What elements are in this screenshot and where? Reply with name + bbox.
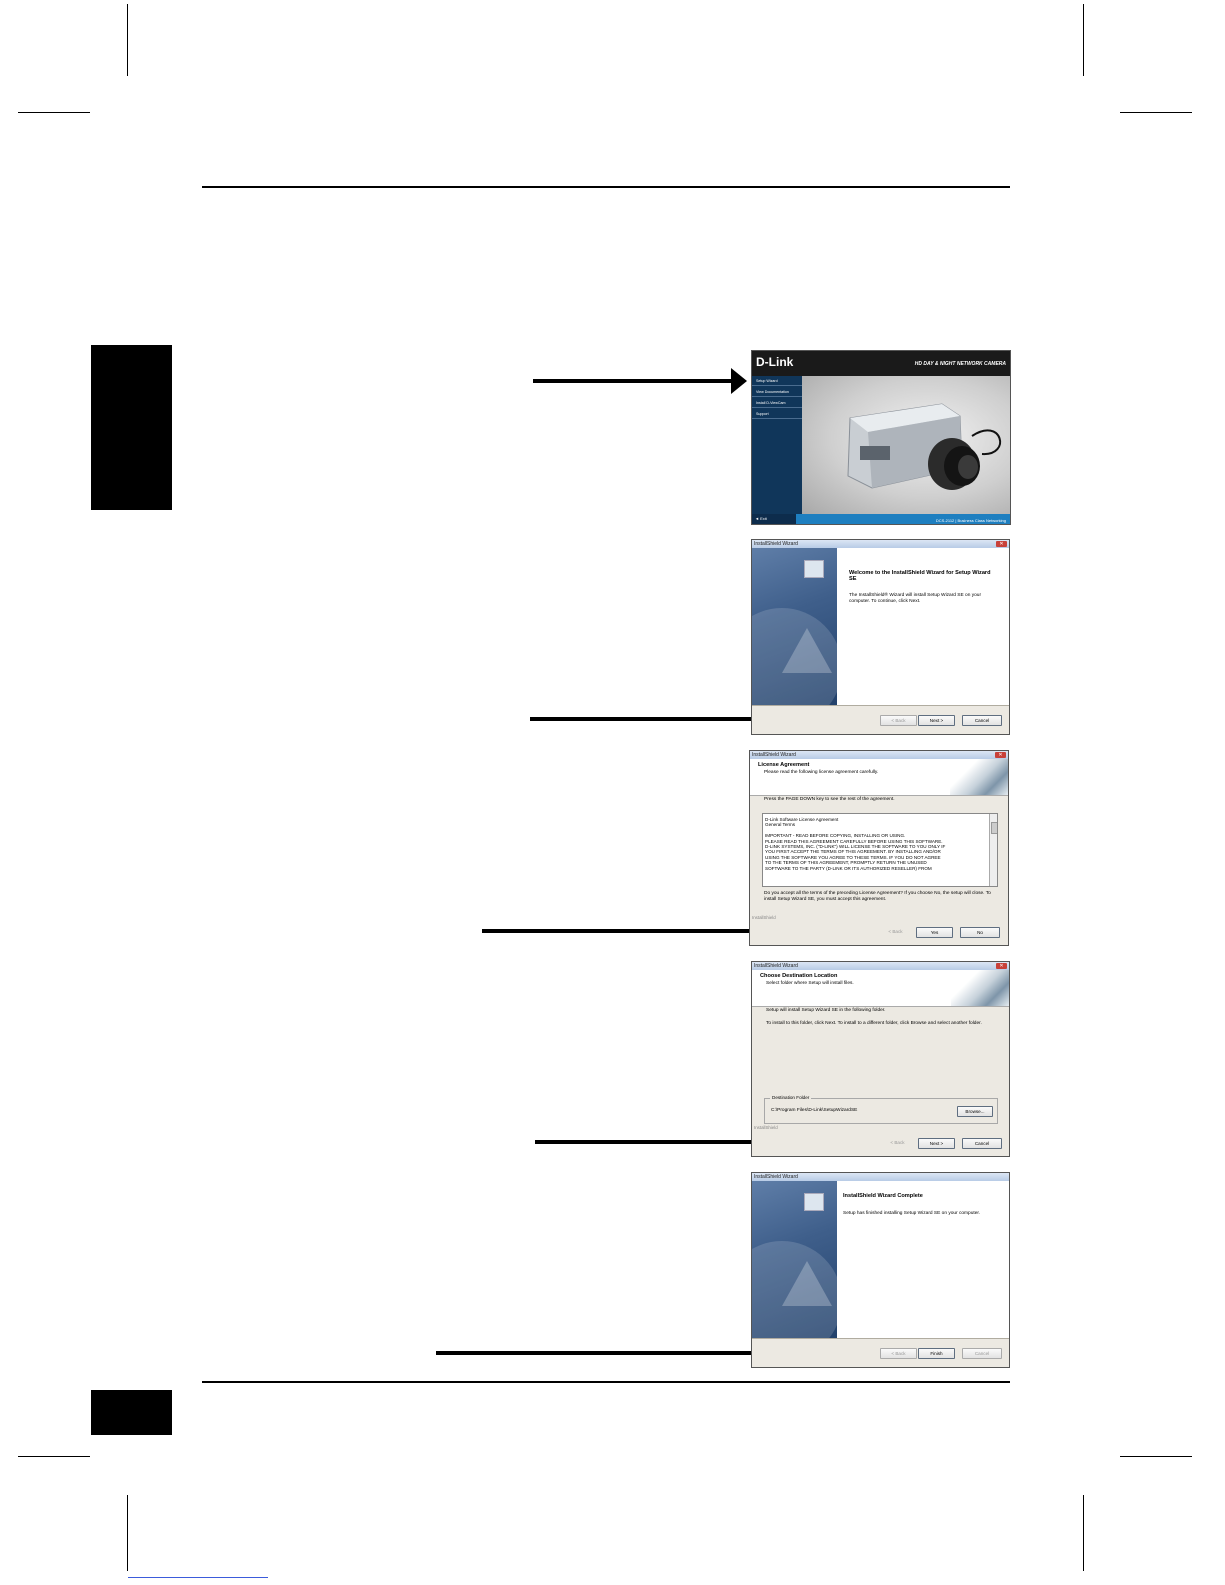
close-icon[interactable]: ✕ <box>995 752 1006 758</box>
installshield-label: InstallShield <box>752 915 776 920</box>
back-button[interactable]: < Back <box>880 715 917 726</box>
destination-heading: Choose Destination Location <box>760 973 838 979</box>
crop-mark <box>1083 4 1084 76</box>
crop-mark <box>18 112 90 113</box>
no-button[interactable]: No <box>960 927 1000 938</box>
welcome-body: The InstallShield® Wizard will install Setup Wizard SE on your computer. To continue, click Next. <box>849 593 982 604</box>
destination-line1: Setup will install Setup Wizard SE in the following folder. <box>766 1008 886 1013</box>
back-button[interactable]: < Back <box>888 929 903 934</box>
crop-mark <box>1120 1456 1192 1457</box>
menu-install-dviewcam[interactable]: Install D-ViewCam <box>752 398 802 408</box>
destination-line2: To install to this folder, click Next. To install to a different folder, click Browse and select another folder. <box>766 1021 982 1026</box>
arrow-pointer <box>533 379 733 383</box>
complete-body: Setup has finished installing Setup Wizard SE on your computer. <box>843 1211 981 1216</box>
license-heading: License Agreement <box>758 762 810 768</box>
installer-icon <box>804 560 824 578</box>
autorun-footer-bar <box>752 514 1010 524</box>
destination-path: C:\Program Files\D-Link\SetupWizardSE <box>771 1108 858 1113</box>
crop-mark <box>127 4 128 76</box>
button-bar <box>752 1338 1009 1367</box>
crop-mark <box>18 1456 90 1457</box>
autorun-header <box>752 351 1010 376</box>
window-title: InstallShield Wizard <box>752 962 1009 970</box>
scrollbar[interactable] <box>989 814 997 886</box>
complete-window <box>751 1172 1010 1368</box>
license-window <box>749 750 1009 946</box>
welcome-heading: Welcome to the InstallShield Wizard for Setup Wizard SE <box>849 570 991 582</box>
next-button[interactable]: Next > <box>918 715 955 726</box>
menu-setup-wizard[interactable]: Setup Wizard <box>752 376 802 386</box>
link-underline <box>128 1577 268 1578</box>
yes-button[interactable]: Yes <box>916 927 953 938</box>
crop-mark <box>127 1495 128 1571</box>
menu-view-documentation[interactable]: View Documentation <box>752 387 802 397</box>
page-curl-graphic <box>951 970 1009 1006</box>
wizard-side-graphic <box>752 548 837 706</box>
button-bar <box>752 705 1009 734</box>
side-tab <box>91 345 172 510</box>
welcome-window <box>751 539 1010 735</box>
cancel-button[interactable]: Cancel <box>962 1138 1002 1149</box>
crop-mark <box>1083 1495 1084 1571</box>
destination-folder-label: Destination Folder <box>772 1095 810 1100</box>
crop-mark <box>1120 112 1192 113</box>
camera-illustration <box>802 376 1010 514</box>
menu-support[interactable]: Support <box>752 409 802 419</box>
wizard-side-graphic <box>752 1181 837 1339</box>
license-question: Do you accept all the terms of the preceding License Agreement? If you choose No, the setup will close. To install Setup Wizard SE, you must accept this agreement. <box>764 891 991 902</box>
close-icon[interactable]: ✕ <box>996 963 1007 969</box>
autorun-menu <box>752 376 802 524</box>
back-button[interactable]: < Back <box>890 1140 905 1145</box>
window-title: InstallShield Wizard <box>752 540 1009 548</box>
complete-heading: InstallShield Wizard Complete <box>843 1193 923 1199</box>
window-title: InstallShield Wizard <box>750 751 1008 759</box>
destination-folder-group <box>764 1095 998 1124</box>
license-subheading: Please read the following license agreement carefully. <box>764 770 879 775</box>
back-button[interactable]: < Back <box>880 1348 917 1359</box>
license-text: D-Link Software License Agreement General Terms IMPORTANT - READ BEFORE COPYING, INSTALLING OR USING. PLEASE READ THIS AGREEMENT CAREFULLY BEFORE USING THIS SOFTWARE. D-LINK SYSTEMS, INC. ("D-LINK") WILL LICENSE THE SOFTWARE TO YOU ONLY IF YOU FIRST ACCEPT THE TERMS OF THIS AGREEMENT. BY INSTALLING AND/OR USING THE SOFTWARE YOU AGREE TO THESE TERMS. IF YOU DO NOT AGREE TO THE TERMS OF THIS AGREEMENT, PROMPTLY RETURN THE UNUSED SOFTWARE TO THE PARTY (D-LINK OR ITS AUTHORIZED RESELLER) FROM <box>765 817 946 871</box>
license-instruction: Press the PAGE DOWN key to see the rest of the agreement. <box>764 797 895 802</box>
finish-button[interactable]: Finish <box>918 1348 955 1359</box>
installshield-label: InstallShield <box>754 1125 778 1130</box>
installer-icon <box>804 1193 824 1211</box>
product-heading: HD DAY & NIGHT NETWORK CAMERA <box>914 361 1006 367</box>
cancel-button[interactable]: Cancel <box>962 1348 1002 1359</box>
cancel-button[interactable]: Cancel <box>962 715 1002 726</box>
wizard-content <box>837 1181 1009 1339</box>
license-textbox[interactable] <box>762 813 998 887</box>
page-curl-graphic <box>950 759 1008 795</box>
page-number-tab <box>91 1390 172 1435</box>
autorun-screenshot <box>751 350 1011 525</box>
browse-button[interactable]: Browse... <box>957 1106 993 1117</box>
destination-window <box>751 961 1010 1157</box>
exit-button[interactable]: ◄ Exit <box>752 514 796 524</box>
camera-image <box>802 376 1010 514</box>
window-title: InstallShield Wizard <box>752 1173 1009 1181</box>
footer-text: DCS-2112 | Business Class Networking <box>935 518 1006 523</box>
dlink-logo: D-Link <box>756 355 794 369</box>
footer-rule <box>202 1381 1010 1383</box>
destination-subheading: Select folder where Setup will install files. <box>766 981 854 986</box>
next-button[interactable]: Next > <box>918 1138 955 1149</box>
close-icon[interactable]: ✕ <box>996 541 1007 547</box>
header-rule <box>202 186 1010 188</box>
wizard-content <box>837 548 1009 706</box>
